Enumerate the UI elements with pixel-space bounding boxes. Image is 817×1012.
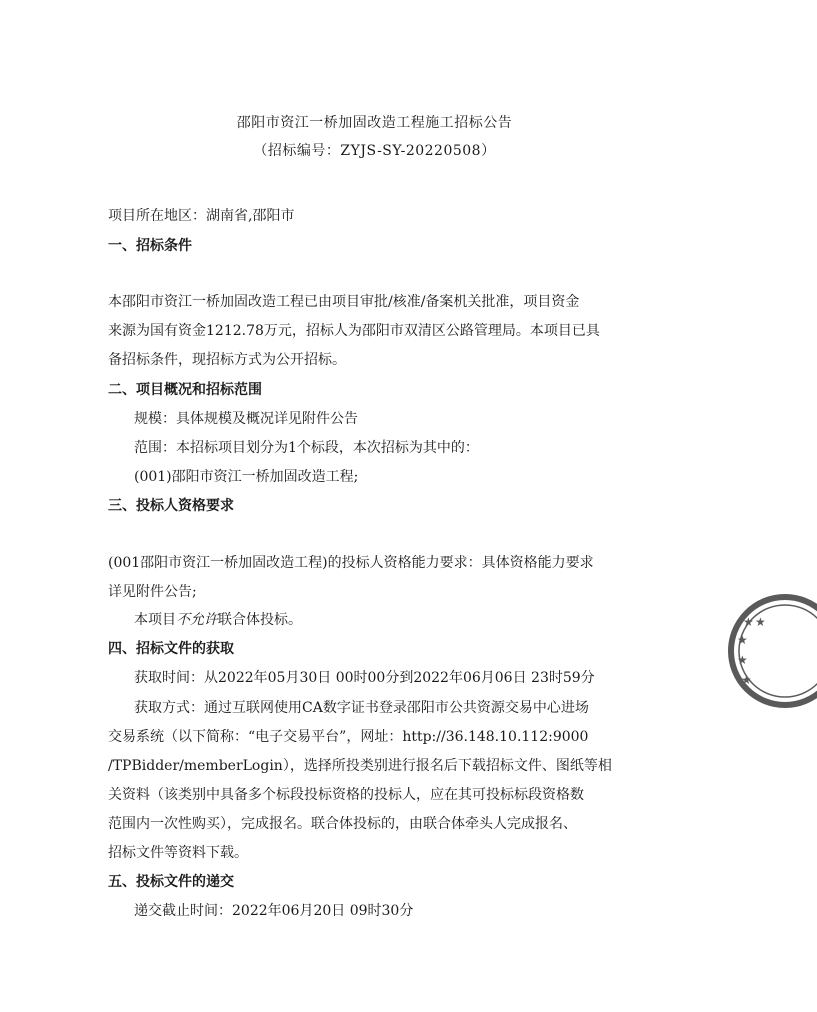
consortium-not-allowed: 不允许 <box>176 612 218 628</box>
paragraph-line: 备招标条件，现招标方式为公开招标。 <box>108 352 346 368</box>
paragraph-line: 详见附件公告; <box>108 584 197 600</box>
svg-text:★: ★ <box>741 673 752 687</box>
section-heading-document-acquisition: 四、招标文件的获取 <box>108 641 234 657</box>
paragraph-line: 交易系统（以下简称：“电子交易平台”，网址：http://36.148.10.112:9000 <box>108 729 589 745</box>
paragraph-line: 来源为国有资金1212.78万元，招标人为邵阳市双清区公路管理局。本项目已具 <box>108 323 600 339</box>
document-title: 邵阳市资江一桥加固改造工程施工招标公告 <box>236 115 513 131</box>
lot-item: (001)邵阳市资江一桥加固改造工程; <box>134 469 359 485</box>
project-location: 项目所在地区：湖南省,邵阳市 <box>108 208 295 224</box>
svg-text:★: ★ <box>743 615 754 629</box>
svg-text:★: ★ <box>737 633 748 647</box>
paragraph-line: 招标文件等资料下载。 <box>108 845 248 861</box>
section-heading-bid-submission: 五、投标文件的递交 <box>108 874 234 890</box>
section-heading-bidding-conditions: 一、招标条件 <box>108 238 192 254</box>
svg-text:★: ★ <box>737 653 748 667</box>
consortium-statement <box>134 610 628 630</box>
paragraph-line: 获取方式：通过互联网使用CA数字证书登录邵阳市公共资源交易中心进场 <box>134 700 589 716</box>
paragraph-line: 关资料（该类别中具备多个标段投标资格的投标人，应在其可投标标段资格数 <box>108 787 584 803</box>
paragraph-line: (001邵阳市资江一桥加固改造工程)的投标人资格能力要求：具体资格能力要求 <box>108 555 594 571</box>
submission-deadline: 递交截止时间：2022年06月20日 09时30分 <box>134 903 414 919</box>
section-heading-project-overview: 二、项目概况和招标范围 <box>108 382 262 398</box>
project-scope: 范围：本招标项目划分为1个标段，本次招标为其中的： <box>134 440 479 456</box>
paragraph-line: /TPBidder/memberLogin），选择所投类别进行报名后下载招标文件、图纸等相 <box>108 758 612 774</box>
consortium-post: 联合体投标。 <box>218 612 302 628</box>
acquisition-time: 获取时间：从2022年05月30日 00时00分到2022年06月06日 23时59分 <box>134 670 595 686</box>
tender-number: （招标编号：ZYJS-SY-20220508） <box>253 143 496 159</box>
paragraph-line: 范围内一次性购买），完成报名。联合体投标的，由联合体牵头人完成报名、 <box>108 816 577 832</box>
official-seal-icon <box>727 586 817 716</box>
project-scale: 规模：具体规模及概况详见附件公告 <box>134 411 358 427</box>
paragraph-line: 本邵阳市资江一桥加固改造工程已由项目审批/核准/备案机关批准，项目资金 <box>108 294 580 310</box>
section-heading-bidder-qualification: 三、投标人资格要求 <box>108 498 234 514</box>
consortium-pre: 本项目 <box>134 612 176 628</box>
svg-text:★: ★ <box>755 615 766 629</box>
